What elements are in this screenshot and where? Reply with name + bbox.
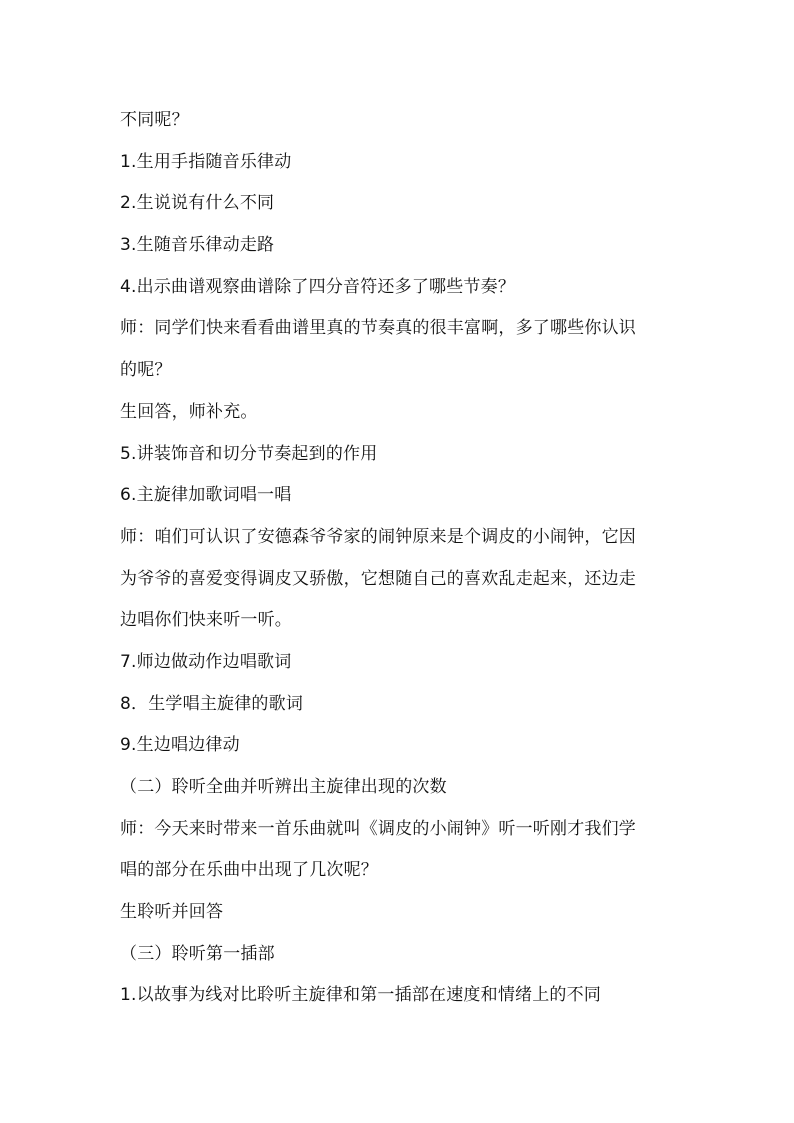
paragraph-line: 2.生说说有什么不同 <box>120 193 275 214</box>
paragraph-line: 师：咱们可认识了安德森爷爷家的闹钟原来是个调皮的小闹钟，它因 <box>120 526 636 547</box>
paragraph-line: 唱的部分在乐曲中出现了几次呢？ <box>120 860 378 881</box>
paragraph-line: 9.生边唱边律动 <box>120 735 240 756</box>
section-heading: （三）聆听第一插部 <box>120 943 275 964</box>
paragraph-line: 生聆听并回答 <box>120 902 224 923</box>
paragraph-line: 师：同学们快来看看曲谱里真的节奏真的很丰富啊，多了哪些你认识 <box>120 318 636 339</box>
paragraph-line: 6.主旋律加歌词唱一唱 <box>120 485 292 506</box>
paragraph-line: 1.生用手指随音乐律动 <box>120 151 292 172</box>
paragraph-line: 7.师边做动作边唱歌词 <box>120 651 292 672</box>
paragraph-line: 边唱你们快来听一听。 <box>120 610 292 631</box>
section-heading: （二）聆听全曲并听辨出主旋律出现的次数 <box>120 777 447 797</box>
paragraph-line: 师：今天来时带来一首乐曲就叫《调皮的小闹钟》听一听刚才我们学 <box>120 818 636 839</box>
paragraph-line: 3.生随音乐律动走路 <box>120 235 275 256</box>
paragraph-line: 不同呢？ <box>120 110 189 130</box>
paragraph-line: 5.讲装饰音和切分节奏起到的作用 <box>120 443 378 464</box>
paragraph-line: 为爷爷的喜爱变得调皮又骄傲，它想随自己的喜欢乱走起来，还边走 <box>120 568 636 589</box>
paragraph-line: 1.以故事为线对比聆听主旋律和第一插部在速度和情绪上的不同 <box>120 985 602 1006</box>
paragraph-line: 8．生学唱主旋律的歌词 <box>120 693 304 714</box>
paragraph-line: 的呢？ <box>120 360 172 381</box>
document-body <box>120 100 680 1017</box>
paragraph-line: 生回答，师补充。 <box>120 401 258 422</box>
paragraph-line: 4.出示曲谱观察曲谱除了四分音符还多了哪些节奏？ <box>120 276 516 297</box>
